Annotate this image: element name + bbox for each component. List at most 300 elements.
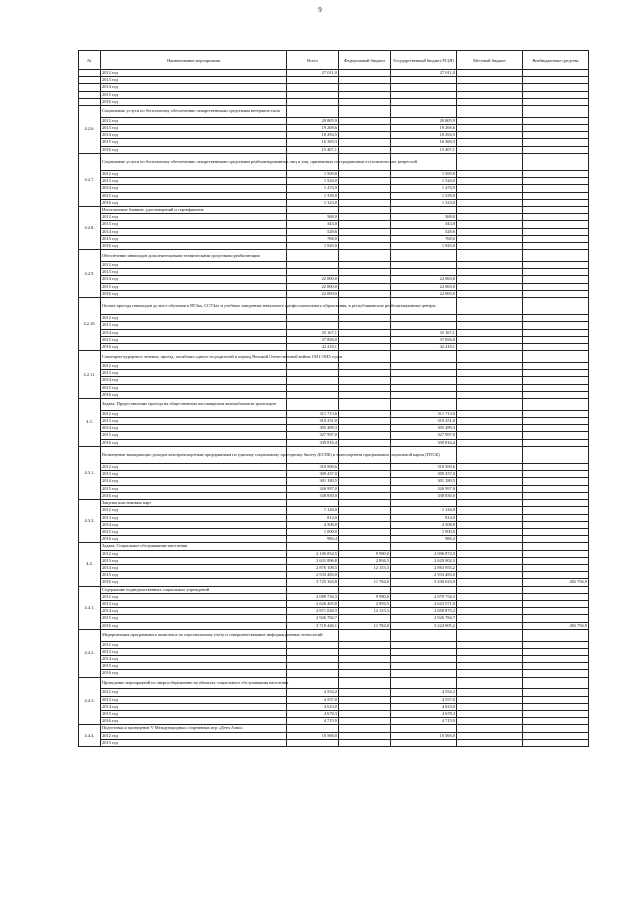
value-state: 35 167,1 [391,329,457,336]
value-extra [523,696,589,703]
value-state: 10 566,0 [391,732,457,739]
value-total: 1 544,0 [287,178,339,185]
value-state: 768,0 [391,235,457,242]
value-total [287,648,339,655]
value-extra: 482 756,9 [523,579,589,586]
section-title: Проведение мероприятий по энергосбережению на объектах социального обслуживания населения [101,677,287,689]
value-federal [339,315,391,322]
value-local [457,70,523,77]
value-extra [523,117,589,124]
value-extra [523,276,589,283]
value-state [391,98,457,105]
value-federal [339,670,391,677]
year-label: 2012 год [101,171,287,178]
section-header-row [79,725,589,732]
value-extra [523,608,589,615]
value-state [391,739,457,746]
value-extra [523,507,589,514]
year-label: 2014 год [101,655,287,662]
column-header-activity: Наименование мероприятия [101,51,287,70]
value-federal [339,283,391,290]
value-local [457,593,523,600]
value-state: 42 418,1 [391,344,457,351]
value-state [391,91,457,98]
value-total: 10 566,0 [287,732,339,739]
table-row [79,171,589,178]
value-local [457,710,523,717]
value-extra [523,315,589,322]
table-row [79,739,589,746]
table-row [79,139,589,146]
value-local [457,117,523,124]
value-local [457,171,523,178]
table-row [79,528,589,535]
value-total: 339 816,4 [287,439,339,446]
page-number: 9 [318,6,322,14]
value-extra [523,418,589,425]
value-local [457,648,523,655]
column-header-federal-budget: Федеральный бюджет [339,51,391,70]
value-local [457,478,523,485]
value-local [457,329,523,336]
value-local [457,579,523,586]
value-total [287,370,339,377]
value-extra [523,718,589,725]
value-extra [523,192,589,199]
value-federal [339,185,391,192]
value-federal [339,492,391,499]
year-label: 2014 год [101,185,287,192]
value-federal [339,677,391,689]
value-local [457,425,523,432]
value-state [391,262,457,269]
value-local [457,153,523,170]
value-total: 3 719 446,1 [287,622,339,629]
value-federal [339,663,391,670]
value-state [391,269,457,276]
value-extra [523,485,589,492]
table-row [79,696,589,703]
value-state [391,663,457,670]
value-total [287,207,339,214]
value-federal [339,70,391,77]
section-title: Обеспечение инвалидов дополнительными техническими средствами реабилитации [101,250,287,262]
value-total [287,269,339,276]
value-local [457,250,523,262]
year-label: 2014 год [101,564,287,571]
value-state [391,250,457,262]
value-state [391,106,457,118]
value-local [457,608,523,615]
value-total [287,322,339,329]
value-federal [339,732,391,739]
value-extra [523,91,589,98]
table-row [79,91,589,98]
table-row [79,608,589,615]
value-extra [523,250,589,262]
value-total [287,500,339,507]
value-federal [339,439,391,446]
value-local [457,600,523,607]
table-header-row [79,51,589,70]
year-label: 2013 год [101,471,287,478]
value-state: 2 079 754,3 [391,593,457,600]
value-total [287,384,339,391]
value-extra [523,221,589,228]
value-federal [339,146,391,153]
table-row [79,648,589,655]
value-extra [523,322,589,329]
value-extra [523,363,589,370]
value-federal [339,464,391,471]
table-row [79,290,589,297]
year-label: 2013 год [101,739,287,746]
table-row [79,221,589,228]
table-row [79,663,589,670]
value-federal [339,391,391,398]
value-state: 2 858 875,2 [391,608,457,615]
value-federal [339,98,391,105]
value-state: 4 678,3 [391,710,457,717]
value-extra [523,384,589,391]
section-number: 4.4.3. [79,677,101,725]
value-state: 1 339,0 [391,192,457,199]
value-state: 301 180,5 [391,478,457,485]
value-total: 4 623,0 [287,703,339,710]
value-total [287,725,339,732]
value-total: 2 631 896,8 [287,557,339,564]
table-row [79,622,589,629]
table-body [79,70,589,747]
table-row [79,703,589,710]
value-extra [523,514,589,521]
value-total: 528,6 [287,228,339,235]
section-number: 4.2.9. [79,250,101,298]
value-extra [523,70,589,77]
value-local [457,199,523,206]
value-state: 3 230 623,9 [391,579,457,586]
value-extra [523,550,589,557]
value-state: 1 474,9 [391,185,457,192]
value-state: 19 268,6 [391,125,457,132]
value-federal [339,269,391,276]
value-local [457,139,523,146]
year-label: 2015 год [101,139,287,146]
value-extra [523,439,589,446]
table-row [79,178,589,185]
value-state: 20 805,9 [391,117,457,124]
value-state: 310 251,0 [391,418,457,425]
value-local [457,507,523,514]
table-row [79,70,589,77]
year-label: 2015 год [101,615,287,622]
value-federal [339,336,391,343]
table-row [79,228,589,235]
value-federal [339,399,391,411]
value-local [457,132,523,139]
column-header-state-budget: Государственный бюджет РС(Я) [391,51,457,70]
section-number: 4.3. [79,399,101,447]
value-total: 15 407,1 [287,146,339,153]
value-state: 15 407,1 [391,146,457,153]
year-label: 2012 год [101,732,287,739]
value-extra [523,77,589,84]
value-local [457,377,523,384]
section-number: 4.4.4. [79,725,101,747]
value-total: 309 437,0 [287,471,339,478]
section-number: 4.4.2. [79,629,101,677]
value-local [457,615,523,622]
section-title: Изготовление бланков, удостоверений и сертификатов [101,207,287,214]
year-label: 2014 год [101,276,287,283]
year-label: 2014 год [101,132,287,139]
section-title: Содержание подведомственных социальных учреждений [101,586,287,593]
value-extra [523,446,589,463]
value-federal [339,344,391,351]
value-federal [339,655,391,662]
value-local [457,106,523,118]
year-label: 2013 год [101,178,287,185]
table-row [79,670,589,677]
section-number: 4.2.6. [79,106,101,154]
section-title: Задача: Предоставление проезда на общественном пассажирском автомобильном транспорте [101,399,287,411]
year-label: 2014 год [101,425,287,432]
value-federal [339,106,391,118]
year-label: 2016 год [101,243,287,250]
table-row [79,98,589,105]
table-row [79,710,589,717]
table-row [79,492,589,499]
value-total [287,91,339,98]
value-extra [523,243,589,250]
year-label: 2013 год [101,125,287,132]
value-extra [523,464,589,471]
budget-table [78,50,589,747]
table-row [79,432,589,439]
table-row [79,418,589,425]
year-label: 2016 год [101,439,287,446]
section-header-row [79,543,589,550]
value-federal [339,351,391,363]
table-row [79,641,589,648]
year-label: 2014 год [101,84,287,91]
value-local [457,399,523,411]
value-local [457,446,523,463]
year-label: 2015 год [101,192,287,199]
value-total: 2 089 734,3 [287,593,339,600]
value-federal [339,641,391,648]
value-local [457,432,523,439]
value-extra [523,391,589,398]
year-label: 2013 год [101,370,287,377]
value-total: 19 268,6 [287,125,339,132]
value-federal [339,132,391,139]
value-federal [339,543,391,550]
value-state: 4 308,8 [391,521,457,528]
value-total [287,663,339,670]
value-total [287,377,339,384]
value-local [457,629,523,641]
value-total: 1 945,0 [287,243,339,250]
value-total: 4 554,2 [287,689,339,696]
value-federal [339,485,391,492]
value-state: 22 000,0 [391,276,457,283]
value-federal [339,363,391,370]
value-state: 2 863 955,2 [391,564,457,571]
value-extra [523,329,589,336]
value-total: 1 000,0 [287,528,339,535]
value-state: 1 544,0 [391,178,457,185]
value-local [457,528,523,535]
value-total: 4 715,9 [287,718,339,725]
value-state [391,543,457,550]
year-label: 2016 год [101,98,287,105]
year-label: 2016 год [101,579,287,586]
value-federal [339,370,391,377]
value-total: 2 871 028,3 [287,608,339,615]
value-federal [339,710,391,717]
value-extra [523,269,589,276]
value-total: 1 569,8 [287,171,339,178]
value-total [287,543,339,550]
section-number: 4.2.11. [79,351,101,399]
year-label: 2016 год [101,718,287,725]
section-header-row [79,298,589,315]
value-federal [339,290,391,297]
value-total: 326 997,0 [287,485,339,492]
value-state: 1 569,8 [391,171,457,178]
value-federal [339,214,391,221]
value-total [287,655,339,662]
section-number: 4.3.1. [79,446,101,499]
value-state: 568,0 [391,214,457,221]
value-local [457,663,523,670]
value-extra [523,377,589,384]
value-extra [523,185,589,192]
value-federal [339,235,391,242]
value-total: 4 557,0 [287,696,339,703]
value-state: 1 000,0 [391,528,457,535]
value-federal [339,718,391,725]
section-header-row [79,106,589,118]
value-extra [523,543,589,550]
year-label: 2015 год [101,283,287,290]
value-local [457,439,523,446]
value-local [457,384,523,391]
table-row [79,439,589,446]
table-row [79,471,589,478]
table-row [79,322,589,329]
value-total: 37 856,0 [287,336,339,343]
value-extra [523,290,589,297]
table-row [79,315,589,322]
year-label: 2016 год [101,391,287,398]
value-total: 27 011,0 [287,70,339,77]
value-state: 27 011,0 [391,70,457,77]
value-extra [523,557,589,564]
section-title: Санаторно-курортное лечение, проезд, погибших одного из родителей в период Великой Отечественной войны 1941-1945 годов [101,351,287,363]
value-state [391,725,457,732]
value-state: 22 000,0 [391,283,457,290]
year-label: 2016 год [101,290,287,297]
row-number-cell [79,98,101,105]
table-row [79,269,589,276]
value-state: 2 629 002,3 [391,557,457,564]
column-header-extrabudgetary: Внебюджетные средства [523,51,589,70]
value-total: 2 626 465,8 [287,600,339,607]
value-local [457,370,523,377]
section-header-row [79,677,589,689]
value-extra [523,615,589,622]
value-extra [523,214,589,221]
value-total: 35 167,1 [287,329,339,336]
year-label: 2013 год [101,322,287,329]
value-total [287,586,339,593]
value-federal [339,329,391,336]
value-extra [523,593,589,600]
year-label: 2013 год [101,600,287,607]
value-total [287,399,339,411]
value-state: 310 569,6 [391,464,457,471]
year-label: 2013 год [101,514,287,521]
value-federal [339,471,391,478]
value-local [457,98,523,105]
value-extra [523,500,589,507]
value-local [457,543,523,550]
value-extra [523,178,589,185]
value-total: 1 339,0 [287,192,339,199]
value-extra [523,298,589,315]
table-row [79,536,589,543]
value-total: 16 369,3 [287,139,339,146]
value-extra [523,344,589,351]
value-local [457,536,523,543]
value-total: 305 489,3 [287,425,339,432]
value-federal [339,228,391,235]
year-label: 2015 год [101,663,287,670]
value-state [391,629,457,641]
year-label: 2012 год [101,507,287,514]
value-total: 22 000,0 [287,283,339,290]
value-extra [523,106,589,118]
table-row [79,336,589,343]
value-total: 1 144,0 [287,507,339,514]
value-federal [339,507,391,514]
value-state: 1 144,0 [391,507,457,514]
value-local [457,178,523,185]
value-extra [523,399,589,411]
value-state [391,363,457,370]
value-state: 305 489,3 [391,425,457,432]
year-label: 2013 год [101,648,287,655]
value-extra [523,228,589,235]
table-row [79,214,589,221]
value-total [287,363,339,370]
value-local [457,146,523,153]
value-local [457,677,523,689]
value-federal [339,418,391,425]
year-label: 2015 год [101,235,287,242]
value-extra [523,153,589,170]
value-state [391,391,457,398]
section-title: Задача: Социальное обслуживание населения [101,543,287,550]
value-state [391,648,457,655]
value-total: 2 106 854,5 [287,550,339,557]
table-row [79,478,589,485]
year-label: 2014 год [101,521,287,528]
year-label: 2015 год [101,485,287,492]
column-header-local-budget: Местный бюджет [457,51,523,70]
